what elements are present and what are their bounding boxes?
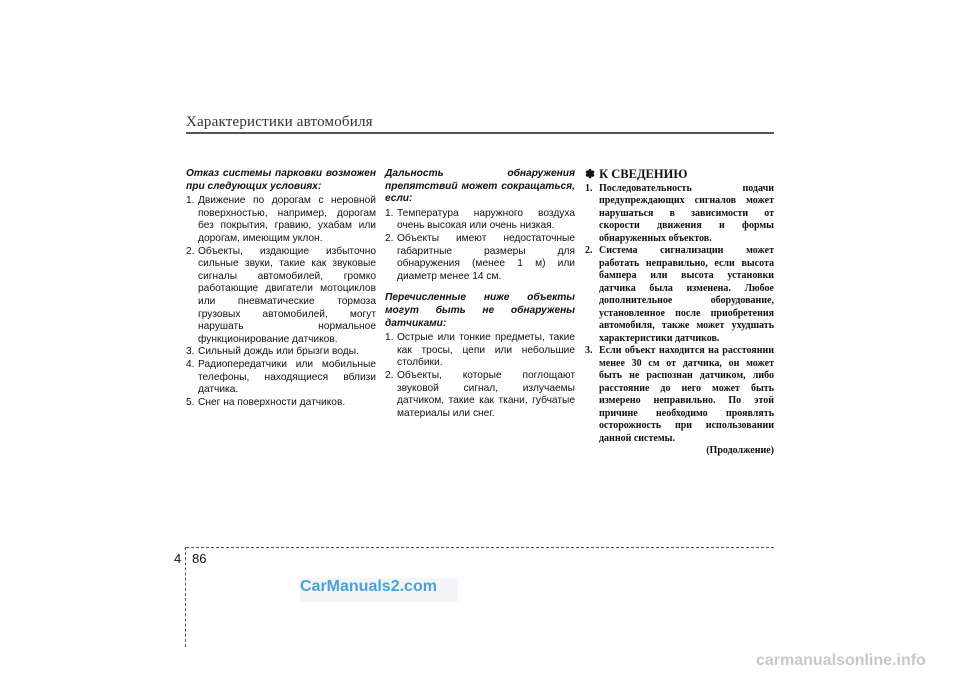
page-header-title: Характеристики автомобиля (186, 114, 373, 130)
column-parking-failure (186, 168, 376, 409)
info-list (585, 183, 774, 446)
header-divider (186, 132, 774, 134)
section-title-range: Дальность обнаружения препятствий может сокращаться, если: (385, 168, 575, 205)
info-title-text: К СВЕДЕНИЮ (599, 167, 688, 181)
list-item: 2. Объекты, которые поглощают звуковой сигнал, излучаемы датчиком, такие как ткани, губчатые материалы или снег. (385, 369, 575, 419)
info-heading (585, 168, 774, 181)
undetected-objects-list (385, 332, 575, 420)
footer-vertical-divider (185, 547, 186, 647)
list-item: 3. Если объект находится на расстоянии менее 30 см от датчика, он может быть не распознан датчиком, либо расстояние до него может быть измерено неправильно. По этой причине необходимо проявлять осторожность при использовании данной системы. (585, 345, 774, 444)
watermark-carmanuals2: CarManuals2.com (300, 578, 458, 602)
footer-divider (186, 547, 774, 548)
section-title-undetected: Перечисленные ниже объекты могут быть не обнаружены датчиками: (385, 292, 575, 329)
column-info-note (585, 168, 774, 458)
section-title-failure: Отказ системы парковки возможен при следующих условиях: (186, 168, 376, 192)
list-item: 2. Система сигнализации может работать неправильно, если высота бампера или высота установки датчика была изменена. Любое дополнительное оборудование, установленное после приобретения автомобиля, также может ухудшать характеристики датчиков. (585, 245, 774, 344)
asterisk-icon: ✽ (585, 167, 596, 181)
list-item: 3. Сильный дождь или брызги воды. (186, 346, 359, 358)
range-conditions-list (385, 208, 575, 284)
list-item: 1. Последовательность подачи предупреждающих сигналов может нарушаться в зависимости от скорости движения и формы обнаруженных объектов. (585, 182, 774, 244)
list-item: 5. Снег на поверхности датчиков. (186, 396, 346, 408)
list-item: 1. Температура наружного воздуха очень высокая или очень низкая. (385, 207, 575, 232)
list-item: 4. Радиопередатчики или мобильные телефоны, находящиеся вблизи датчика. (186, 358, 376, 396)
chapter-number: 4 (174, 551, 182, 566)
list-item: 1. Острые или тонкие предметы, такие как тросы, цепи или небольшие столбики. (385, 332, 575, 369)
continued-label: (Продолжение) (706, 445, 774, 457)
list-item: 2. Объекты имеют недостаточные габаритные размеры для обнаружения (менее 1 м) или диаметр менее 14 см. (385, 232, 575, 282)
list-item: 2. Объекты, издающие избыточно сильные звуки, такие как звуковые сигналы автомобилей, громко работающие двигатели мотоциклов или пневматические тормоза грузовых автомобилей, могут нарушать нормальное функционирование датчиков. (186, 245, 376, 345)
column-detection-range (385, 168, 575, 420)
page-number: 86 (192, 551, 207, 566)
list-item: 1. Движение по дорогам с неровной поверхностью, например, дорогам без покрытия, гравию, ухабам или дорогам, имеющим уклон. (186, 195, 376, 244)
watermark-carmanualsonline: carmanualsonline.info (756, 652, 926, 669)
failure-conditions-list (186, 195, 376, 409)
